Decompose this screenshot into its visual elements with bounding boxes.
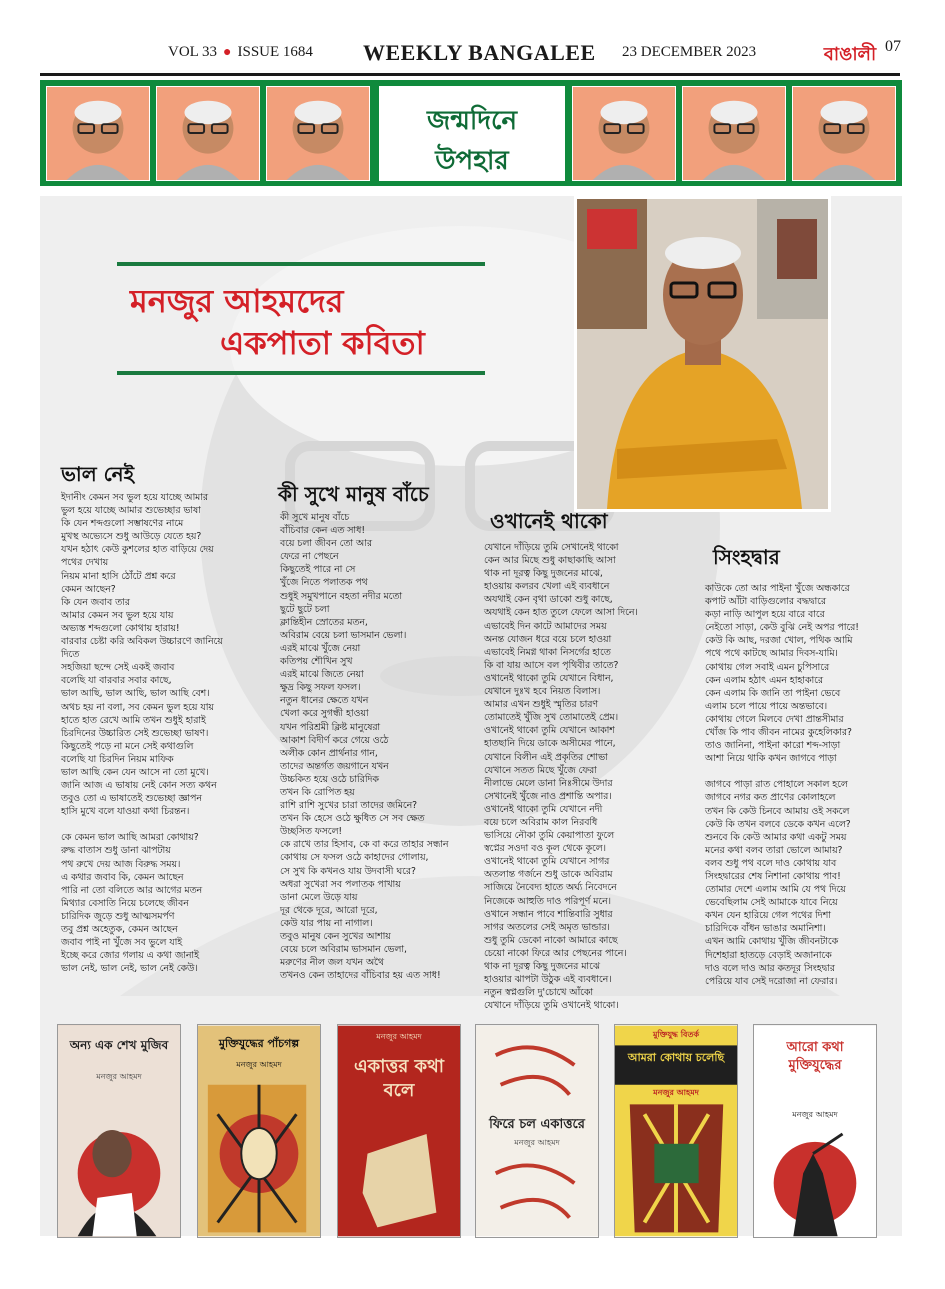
- poem-title: সিংহদ্বার: [713, 545, 780, 569]
- poem-line: হাওয়ার ঝাপটা উঠুক এই ব্যবধানে।: [484, 974, 612, 986]
- poem-line: মুখস্থ অভ্যেসে শুধু আউড়ে যেতে হয়?: [61, 531, 202, 543]
- poem-line: নতুন স্বপ্নগুলি দু'চোখে আঁকো: [484, 987, 594, 999]
- poem-line: বলেছি যা চিরদিন নিয়ম মাফিক: [61, 753, 174, 765]
- page-number: 07: [885, 38, 901, 55]
- newspaper-logo: [822, 34, 878, 68]
- poem-line: কে কেমন ভাল আছি আমরা কোথায়?: [61, 832, 199, 844]
- poem-line: আমার কেমন সব ভুল হয়ে যায়: [61, 609, 174, 621]
- book-cover: [337, 1024, 461, 1238]
- separator-dot-icon: ●: [223, 45, 232, 60]
- poem-line: ক্লান্তিহীন স্রোতের মতন,: [280, 616, 368, 628]
- poem-body: [705, 582, 859, 988]
- poem-line: মরুণের নীল জল যখন অথৈ: [280, 957, 384, 969]
- poem-line: পথের দেখায়: [61, 557, 109, 569]
- portrait-thumbnail: [682, 86, 786, 181]
- poem-line: এভাবেই দিন কাটে আমাদের সময়: [484, 620, 607, 632]
- poem-line: তখনও কেন তাহাদের বাঁচিবার হয় এত সাধ!: [280, 970, 441, 982]
- book-author: মনজুর আহমদ: [236, 1060, 282, 1069]
- poem-line: দিতে: [61, 649, 80, 661]
- poem-line: অভ্যস্ত শব্দগুলো কোথায় হারায়!: [61, 622, 180, 634]
- poem-line: চারিদিকে বাঁধন ভাঙার অমানিশা।: [705, 923, 826, 935]
- book-title: ফিরে চল একাত্তরে: [489, 1117, 585, 1132]
- portrait-thumbnail: [572, 86, 676, 181]
- poem-line: ভাসিয়ে নৌকা তুমি কেয়াপাতা ফুলে: [484, 830, 615, 842]
- poem-line: বয়ে চলে অবিরাম কাল নিরবধি: [484, 816, 598, 828]
- poem-title: কী সুখে মানুষ বাঁচে: [278, 482, 429, 506]
- book-title: অন্য এক শেখ মুজিব: [69, 1038, 169, 1052]
- poem-line: কি যেন জবাব তার: [61, 596, 130, 608]
- poem-line: ওখানে সন্ধান পাবে শান্তিবারি সুধার: [484, 908, 613, 920]
- title-rule-top: [117, 262, 485, 266]
- poem-line: নেইতো সাড়া, কেউ বুঝি নেই অপর পারে!: [705, 622, 860, 634]
- book-cover: [197, 1024, 321, 1238]
- poem-line: রুদ্ধ বাতাস শুধু ডানা ঝাপটায়: [61, 845, 171, 857]
- poem-line: নিয়ম মানা হাসি ঠোঁটে প্রশ্ন করে: [61, 570, 176, 582]
- poem-line: নতুন ধানের ক্ষেতে যখন: [280, 695, 369, 707]
- book-author: মনজুর আহমদ: [96, 1072, 142, 1081]
- feature-title-line-1: মনজুর আহমদের: [130, 282, 344, 320]
- poem-line: হাতছানি দিয়ে ডাকে অসীমের পানে,: [484, 738, 616, 750]
- poem-line: দাও বলে দাও আর কতদূর সিংহদ্বার: [705, 962, 835, 974]
- poem-line: যেখানে দুঃখ হবে নিয়ত বিলাস।: [484, 686, 601, 698]
- poem-line: এখন আমি কোথায় খুঁজি জীবনটাকে: [705, 936, 839, 948]
- poem-line: কপাট আঁটা বাড়িগুলোর বদ্ধদ্বারে: [705, 596, 826, 608]
- poem-title: ওখানেই থাকো: [490, 509, 608, 533]
- poem-line: ভাল আছি কেন যেন আসে না তো মুখে।: [61, 766, 209, 778]
- book-cover: [614, 1024, 738, 1238]
- poem-line: [61, 818, 223, 831]
- book-title: একাত্তর কথা বলে: [353, 1056, 445, 1101]
- poem-line: তবু প্রশ্ন অহেতুক, কেমন আছেন: [61, 924, 178, 935]
- poem-line: কেউ কি আছ, দরজা খোল, পথিক আমি: [705, 635, 853, 647]
- poem-line: স্বপ্নের সওদা বও কূল থেকে কূলে।: [484, 843, 606, 855]
- book-kicker: মুক্তিযুদ্ধ বিতর্ক: [652, 1030, 700, 1039]
- poem-line: এলাম চলে পায়ে পায়ে অন্তভাবে।: [705, 700, 828, 712]
- poem-line: কেমন আছেন?: [61, 583, 116, 595]
- poem-line: চেয়ো নাকো ফিরে আর পেছনের পানে।: [484, 947, 627, 959]
- poem-line: ভাল নেই, ভাল নেই, ভাল নেই কেউ।: [61, 963, 198, 975]
- poem-line: অনন্ত যোজন ধরে বয়ে চলে হাওয়া: [484, 633, 612, 645]
- book-title: আমরা কোথায় চলেছি: [627, 1051, 725, 1064]
- portrait-thumbnail: [46, 86, 150, 181]
- poem-line: দিশেহারা হাতড়ে বেড়াই অজানাকে: [705, 949, 832, 961]
- book-title: আরো কথা মুক্তিযুদ্ধের: [786, 1040, 844, 1073]
- poem-line: বাঁচিবার কেন এত সাধ!: [280, 525, 366, 537]
- poem-line: কিছুতেই পড়ে না মনে সেই কথাগুলি: [61, 740, 194, 752]
- poem-line: তখন কি রোপিত হয়: [280, 786, 355, 798]
- poem-line: আমার এখন শুধুই স্মৃতির চারণ: [484, 699, 599, 711]
- banner-heading: [379, 86, 565, 181]
- poem-line: শুধু তুমি ডেকো নাকো আমারে কাছে: [484, 934, 618, 946]
- poem-line: [705, 765, 859, 778]
- poem-line: কতিপয় শৌখিন সুখ: [280, 656, 353, 668]
- poem-line: এরই মাঝে জিতে নেয়া: [280, 669, 364, 681]
- poem-line: নীলাভে মেলে ডানা নিঃসীমে উদার: [484, 777, 613, 789]
- poem-line: তোমাতেই খুঁজি সুখ তোমাতেই প্রেম।: [484, 712, 619, 724]
- portrait-thumbnail: [156, 86, 260, 181]
- poem-line: তাও জানিনা, পাইনা কারো শব্দ-সাড়া: [705, 740, 841, 752]
- portrait-thumbnail: [266, 86, 370, 181]
- poem-line: কেন এলাম কি জানি তা পাইনা ভেবে: [705, 687, 841, 699]
- poem-line: আকাশ বিদীর্ণ করে গেয়ে ওঠে: [280, 734, 389, 746]
- poem-line: সাগর অতলের সেই অমৃত ভান্ডার।: [484, 921, 610, 933]
- poem-line: অবিরাম বেয়ে চলা ভাসমান ভেলা।: [280, 629, 407, 641]
- poem-line: উচ্চকিত হয়ে ওঠে চারিদিক: [280, 773, 379, 785]
- poem-line: কোথায় গেল সবাই এমন চুপিসারে: [705, 661, 830, 673]
- poem-line: যেখানে দাঁড়িয়ে তুমি সেখানেই থাকো: [484, 542, 619, 553]
- poem-line: ইচ্ছে করে জোর গলায় এ কথা জানাই: [61, 950, 199, 962]
- poem-line: দূর থেকে দূরে, আরো দূরে,: [280, 904, 378, 916]
- poem-line: সিংহদ্বারের শেষ নিশানা কোথায় পাব!: [705, 870, 841, 882]
- poem-line: চারিদিক জুড়ে শুধু আত্মসমর্পণ: [61, 910, 175, 922]
- poem-line: কোথায় সে ফসল ওঠে কাহাদের গোলায়,: [280, 852, 429, 864]
- publication-name: WEEKLY BANGALEE: [363, 40, 596, 65]
- poem-line: জানি আজ এ ভাষায় নেই কোন সত্য কথন: [61, 780, 217, 792]
- poem-line: খোঁজ কি পাব জীবন নামের কুহেলিকার?: [705, 727, 852, 739]
- issue-number: ISSUE 1684: [237, 44, 313, 60]
- poem-line: নিজেকে আহুতি দাও পরিপূর্ণ মনে।: [484, 895, 611, 907]
- poem-line: কড়া নাড়ি আপুল হয়ে বারে বারে: [705, 609, 825, 621]
- poem-line: সে সুখ কি কখনও যায় উদবাসী ঘরে?: [280, 865, 416, 877]
- poem-line: জবাব পাই না খুঁজে সব ভুলে যাই: [61, 937, 183, 949]
- poem-line: এ কথার জবাব কি, কেমন আছেন: [61, 871, 184, 883]
- poem-line: জাগবে নগর কত প্রাণের কোলাহলে: [705, 792, 836, 804]
- poem-line: ওখানেই থাকো তুমি যেখানে বিধান,: [484, 672, 614, 684]
- poem-line: শুনবে কি কেউ আমার কথা একটু সময়: [705, 831, 847, 843]
- author-photo: [574, 196, 831, 512]
- book-author: মনজুর আহমদ: [792, 1110, 838, 1119]
- poem-line: যেখানে বিলীন এই প্রকৃতির শোভা: [484, 751, 608, 763]
- poem-line: জাগবে পাড়া রাত পোহালে সকাল হলে: [705, 779, 848, 791]
- poem-line: কী সুখে মানুষ বাঁচে: [280, 512, 350, 523]
- poem-line: ফেরে না পেছনে: [280, 551, 339, 563]
- poem-line: অযথাই কেন বৃথা ডাকো শুধু কাছে,: [484, 594, 613, 606]
- book-cover: [753, 1024, 877, 1238]
- poem-line: হাওয়ায় কলরব খেলা এই ব্যবধানে: [484, 581, 610, 593]
- poem-line: পথ রুখে দেয় আজ বিরুদ্ধ সময়।: [61, 858, 181, 870]
- poem-line: খেলা করে সুগন্ধী হাওয়া: [280, 708, 369, 720]
- poem-line: কেউ কি তখন বলবে ডেকে কখন এলে?: [705, 818, 851, 830]
- poem-line: উচ্ছসিত ফসলে!: [280, 826, 343, 838]
- poem-line: কেউ যার পায় না নাগাল।: [280, 917, 373, 929]
- book-author: মনজুর আহমদ: [514, 1138, 560, 1147]
- poem-line: ভুল হয়ে যাচ্ছে আমার শুভেচ্ছার ভাষা: [61, 505, 201, 517]
- poem-line: যেখানে সতত মিছে খুঁজে ফেরা: [484, 764, 597, 776]
- poem-line: তাদের অন্তর্গত জয়গানে যখন: [280, 760, 389, 772]
- poem-line: কি যেন শব্দগুলো সম্ভাষণের নামে: [61, 518, 184, 530]
- poem-line: যখন পরিশ্রমী ক্লিষ্ট মানুষেরা: [280, 721, 381, 733]
- poem-line: তবুও তো এ ভাষাতেই শুভেচ্ছা জ্ঞাপন: [61, 793, 202, 805]
- poem-line: কখন যেন হারিয়ে গেল পথের দিশা: [705, 910, 831, 922]
- poem-line: আশা নিয়ে থাকি কখন জাগবে পাড়া: [705, 753, 837, 765]
- poem-body: [484, 541, 638, 1012]
- poem-line: কাউকে তো আর পাইনা খুঁজে অন্ধকারে: [705, 583, 850, 594]
- feature-title-line-2: একপাতা কবিতা: [220, 324, 425, 362]
- poem-line: যেখানে দাঁড়িয়ে তুমি ওখানেই থাকো।: [484, 1000, 619, 1012]
- poem-line: সাজিয়ে নৈবেদ্য হাতে অর্ঘ্য নিবেদনে: [484, 882, 617, 894]
- header-rule: [40, 73, 900, 76]
- poem-line: খুঁজে নিতে পলাতক পথ: [280, 577, 368, 589]
- poem-body: [280, 511, 448, 982]
- poem-line: অযথাই কেন হাত তুলে ফেলে আসা দিনে।: [484, 607, 638, 619]
- poem-line: তোমার দেশে এলাম আমি যে পথ দিয়ে: [705, 884, 846, 896]
- poem-line: অলীক কোন প্রার্থনার গান,: [280, 747, 378, 759]
- poem-line: অধরা সুখেরা সব পলাতক পাখায়: [280, 878, 401, 890]
- poem-line: বলব শুধু পথ বলে দাও কোথায় যাব: [705, 857, 837, 869]
- poem-line: ক্ষুদ্র কিছু সফল ফসল।: [280, 682, 361, 694]
- logo-text: বাঙালী: [823, 44, 877, 65]
- poem-line: বারবার চেষ্টা করি অবিকল উচ্চারণে জানিয়ে: [61, 636, 223, 648]
- poem-line: বয়ে চলা জীবন তো আর: [280, 538, 372, 550]
- poem-line: কোথায় গেলে মিলবে দেখা প্রান্তসীমার: [705, 713, 844, 725]
- book-cover: [475, 1024, 599, 1238]
- poem-line: কেন এলাম হঠাৎ এমন হাহাকারে: [705, 674, 824, 686]
- poem-line: তবুও মানুষ কেন সুখের আশায়: [280, 931, 391, 942]
- poem-line: হাসি মুখে বলে যাওয়া কথা চিরন্তন।: [61, 806, 190, 818]
- poem-line: শুধুই সমুখপানে বহতা নদীর মতো: [280, 590, 403, 602]
- poem-line: ভাল আছি, ভাল আছি, ভাল আছি বেশ।: [61, 688, 210, 700]
- poem-line: মনের কথা বলব তারা ভোলে আমায়?: [705, 844, 843, 856]
- poem-line: ওখানেই থাকো তুমি যেখানে আকাশ: [484, 725, 615, 737]
- volume-issue: [168, 44, 313, 61]
- poem-line: ইদানীং কেমন সব ভুল হয়ে যাচ্ছে আমার: [61, 492, 209, 503]
- poem-line: কে রাখে তার হিসাব, কে বা করে তাহার সন্ধান: [280, 839, 449, 851]
- poem-line: সেখানেই খুঁজে নাও প্রশান্তি অপার।: [484, 790, 612, 802]
- poem-line: তখন কি হেসে ওঠে ক্ষুধিত সে সব ক্ষেত: [280, 813, 425, 825]
- poem-line: বলেছি যা বারবার সবার কাছে,: [61, 675, 172, 687]
- poem-line: অতলান্ত গর্জনে শুধু ডাকে অবিরাম: [484, 869, 613, 881]
- poem-line: মিথ্যার বেসাতি নিয়ে চলেছে জীবন: [61, 897, 189, 909]
- title-rule-bottom: [117, 371, 485, 375]
- poem-line: থাক না দূরত্ব কিছু দুজনের মাঝে,: [484, 568, 603, 580]
- poem-line: থাক না দূরত্ব কিছু দুজনের মাঝে: [484, 961, 600, 972]
- poem-line: পারি না তো বলিতে আর আগের মতন: [61, 884, 203, 896]
- volume-number: VOL 33: [168, 44, 218, 60]
- book-title: মুক্তিযুদ্ধের পাঁচগল্প: [218, 1037, 300, 1050]
- poem-line: এভাবেই নিমগ্ন থাকা নিসর্গের হাতে: [484, 646, 611, 658]
- poem-line: হাতে হাত রেখে আমি তখন শুধুই হারাই: [61, 714, 206, 726]
- poem-line: ভেবেছিলাম সেই আমাকে যাবে নিয়ে: [705, 897, 838, 909]
- poem-line: পথে পথে কাটছে আমার দিবস-যামি।: [705, 648, 838, 660]
- masthead: [40, 38, 900, 68]
- issue-date: 23 DECEMBER 2023: [622, 44, 757, 60]
- poem-line: সহজিয়া ছন্দে সেই একই জবাব: [61, 662, 175, 674]
- poem-line: কেন আর মিছে শুধু কাছাকাছি আসা: [484, 555, 616, 567]
- book-author: মনজুর আহমদ: [376, 1032, 422, 1041]
- poem-title: ভাল নেই: [61, 462, 135, 486]
- book-author: মনজুর আহমদ: [653, 1088, 699, 1097]
- poem-line: ওখানেই থাকো তুমি যেখানে সাগর: [484, 856, 610, 868]
- poem-line: তখন কি কেউ চিনবে আমায় ওই সকলে: [705, 805, 850, 817]
- poem-line: পেরিয়ে যাব সেই দরোজা না ফেরার।: [705, 975, 838, 987]
- poem-line: বেয়ে চলে অবিরাম ভাসমান ভেলা,: [280, 944, 407, 956]
- poem-line: অথচ হয় না বলা, সব কেমন ভুল হয়ে যায়: [61, 701, 214, 713]
- birthday-banner: [40, 80, 902, 186]
- poem-line: ডানা মেলে উড়ে যায়: [280, 891, 358, 903]
- poem-line: কিছুতেই পারে না সে: [280, 564, 356, 576]
- poem-line: এরই মাঝে খুঁজে নেয়া: [280, 642, 361, 654]
- poem-line: কি বা যায় আসে বল পৃথিবীর তাতে?: [484, 659, 619, 671]
- poem-line: যখন হঠাৎ কেউ কুশলের হাত বাড়িয়ে দেয়: [61, 544, 214, 556]
- banner-line-2: উপহার: [435, 146, 509, 176]
- banner-line-1: জন্মদিনে: [426, 106, 517, 136]
- poem-line: চিরদিনের উচ্চারিত সেই শুভেচ্ছা ভাষণ।: [61, 727, 209, 739]
- poem-line: রাশি রাশি সুখের চারা তাদের জমিনে?: [280, 800, 418, 812]
- poem-line: ছুটে ছুটে চলা: [280, 603, 330, 615]
- portrait-thumbnail: [792, 86, 896, 181]
- book-cover: [57, 1024, 181, 1238]
- poem-body: [61, 491, 223, 975]
- poem-line: ওখানেই থাকো তুমি যেখানে নদী: [484, 803, 603, 815]
